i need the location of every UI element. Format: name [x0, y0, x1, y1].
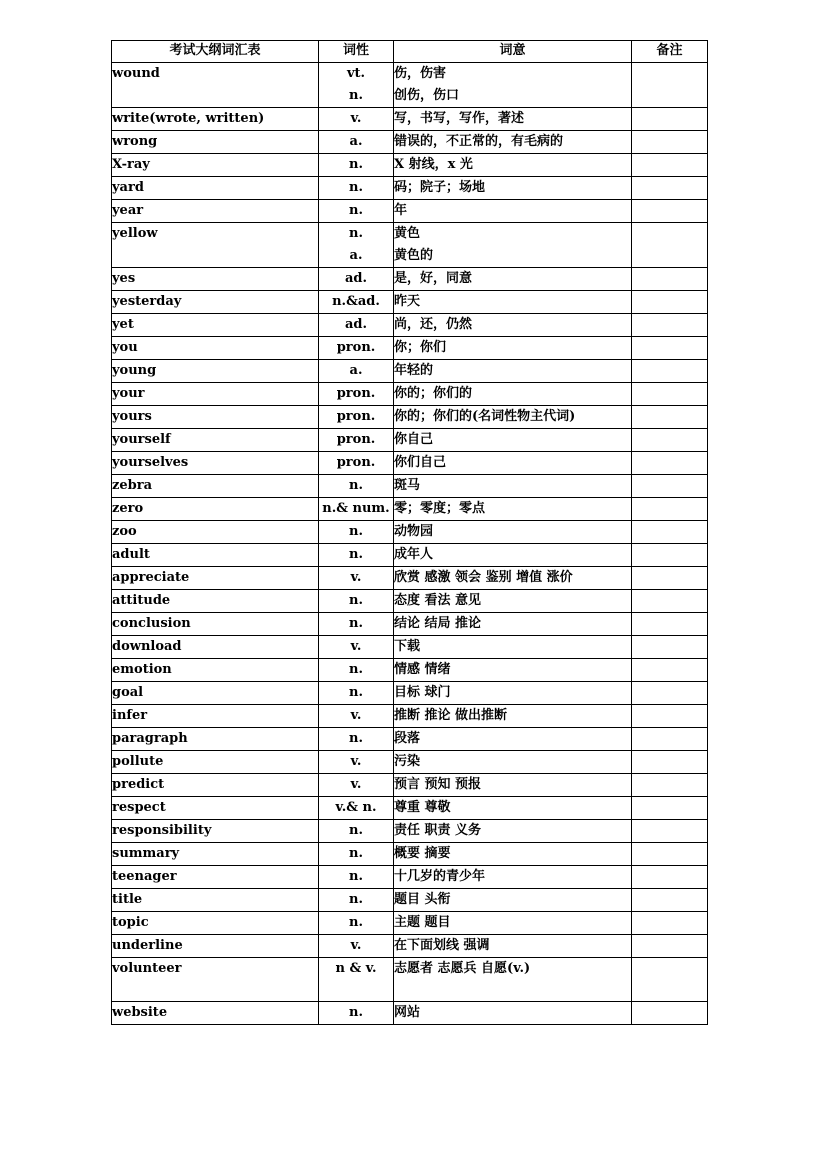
word-cell: conclusion — [112, 613, 319, 636]
table-row — [112, 590, 708, 613]
word-cell: X-ray — [112, 154, 319, 177]
header-part-of-speech: 词性 — [319, 41, 394, 63]
part-of-speech-text: n. — [349, 478, 363, 493]
meaning-text: 结论 结局 推论 — [394, 616, 482, 631]
part-of-speech-text: v.& n. — [335, 800, 377, 815]
part-of-speech-cell — [319, 475, 394, 498]
note-cell — [632, 154, 708, 177]
part-of-speech-text: n. — [349, 157, 363, 172]
note-cell — [632, 912, 708, 935]
table-row — [112, 521, 708, 544]
word-cell: zoo — [112, 521, 319, 544]
note-cell — [632, 705, 708, 728]
note-cell — [632, 774, 708, 797]
meaning-text: 斑马 — [394, 478, 421, 493]
table-row — [112, 452, 708, 475]
note-cell — [632, 383, 708, 406]
meaning-text: 错误的，不正常的，有毛病的 — [394, 134, 564, 149]
part-of-speech-cell — [319, 866, 394, 889]
table-row — [112, 567, 708, 590]
meaning-text: 志愿者 志愿兵 自愿(v.) — [394, 961, 531, 976]
word-cell: underline — [112, 935, 319, 958]
table-row — [112, 429, 708, 452]
note-cell — [632, 820, 708, 843]
note-cell — [632, 108, 708, 131]
word-cell: year — [112, 200, 319, 223]
table-row — [112, 1002, 708, 1025]
part-of-speech-text: n. — [349, 869, 363, 884]
meaning-cell — [394, 590, 632, 613]
word-cell: yellow — [112, 223, 319, 268]
meaning-cell — [394, 636, 632, 659]
meaning-cell — [394, 613, 632, 636]
part-of-speech-text: ad. — [344, 317, 368, 332]
note-cell — [632, 659, 708, 682]
meaning-cell — [394, 889, 632, 912]
meaning-cell — [394, 659, 632, 682]
table-row — [112, 360, 708, 383]
note-cell — [632, 843, 708, 866]
table-row — [112, 636, 708, 659]
meaning-text: 欣赏 感激 领会 鉴别 增值 涨价 — [394, 570, 573, 585]
meaning-cell — [394, 1002, 632, 1025]
note-cell — [632, 636, 708, 659]
part-of-speech-cell — [319, 154, 394, 177]
note-cell — [632, 958, 708, 1002]
meaning-text: 昨天 — [394, 294, 421, 309]
part-of-speech-cell — [319, 63, 394, 108]
word-cell: responsibility — [112, 820, 319, 843]
word-cell: yourselves — [112, 452, 319, 475]
meaning-text: 写，书写，写作，著述 — [394, 111, 525, 126]
note-cell — [632, 797, 708, 820]
table-row — [112, 200, 708, 223]
word-cell: pollute — [112, 751, 319, 774]
note-cell — [632, 200, 708, 223]
meaning-cell — [394, 567, 632, 590]
part-of-speech-text: pron. — [336, 455, 376, 470]
meaning-cell — [394, 935, 632, 958]
note-cell — [632, 291, 708, 314]
table-row — [112, 889, 708, 912]
note-cell — [632, 223, 708, 268]
part-of-speech-cell — [319, 268, 394, 291]
part-of-speech-text: v. — [350, 111, 362, 126]
meaning-text: 你的；你们的(名词性物主代词) — [394, 409, 576, 424]
meaning-text: 推断 推论 做出推断 — [394, 708, 508, 723]
table-row — [112, 475, 708, 498]
part-of-speech-text: ad. — [344, 271, 368, 286]
part-of-speech-text: v. — [350, 708, 362, 723]
part-of-speech-cell — [319, 131, 394, 154]
table-row — [112, 383, 708, 406]
word-cell: appreciate — [112, 567, 319, 590]
word-cell: write(wrote, written) — [112, 108, 319, 131]
note-cell — [632, 498, 708, 521]
meaning-text: 情感 情绪 — [394, 662, 451, 677]
part-of-speech-text: a. — [349, 363, 363, 378]
note-cell — [632, 613, 708, 636]
part-of-speech-text: v. — [350, 777, 362, 792]
table-header-row — [112, 41, 708, 63]
meaning-cell — [394, 200, 632, 223]
part-of-speech-text: v. — [350, 639, 362, 654]
meaning-cell — [394, 360, 632, 383]
meaning-text: 污染 — [394, 754, 421, 769]
table-row — [112, 154, 708, 177]
word-cell: title — [112, 889, 319, 912]
word-cell: download — [112, 636, 319, 659]
table-row — [112, 728, 708, 751]
word-cell: yours — [112, 406, 319, 429]
word-cell: emotion — [112, 659, 319, 682]
table-row — [112, 751, 708, 774]
word-cell: yesterday — [112, 291, 319, 314]
meaning-cell — [394, 223, 632, 268]
meaning-cell — [394, 728, 632, 751]
meaning-cell — [394, 154, 632, 177]
meaning-cell — [394, 774, 632, 797]
part-of-speech-text: n. — [349, 593, 363, 608]
word-cell: attitude — [112, 590, 319, 613]
part-of-speech-cell — [319, 521, 394, 544]
word-cell: wrong — [112, 131, 319, 154]
part-of-speech-cell — [319, 314, 394, 337]
meaning-cell — [394, 131, 632, 154]
note-cell — [632, 590, 708, 613]
vocabulary-table — [111, 40, 708, 1025]
note-cell — [632, 682, 708, 705]
note-cell — [632, 1002, 708, 1025]
meaning-text: 题目 头衔 — [394, 892, 451, 907]
table-row — [112, 63, 708, 108]
meaning-text: 你的；你们的 — [394, 386, 473, 401]
meaning-text: 主题 题目 — [394, 915, 451, 930]
note-cell — [632, 63, 708, 108]
word-cell: adult — [112, 544, 319, 567]
part-of-speech-cell — [319, 567, 394, 590]
meaning-text: 目标 球门 — [394, 685, 451, 700]
part-of-speech-text: pron. — [336, 386, 376, 401]
part-of-speech-text: a. — [349, 248, 363, 263]
part-of-speech-cell — [319, 774, 394, 797]
note-cell — [632, 452, 708, 475]
meaning-text: 在下面划线 强调 — [394, 938, 490, 953]
meaning-text: 年轻的 — [394, 363, 434, 378]
meaning-text: 黄色 — [394, 226, 421, 241]
part-of-speech-cell — [319, 728, 394, 751]
table-row — [112, 682, 708, 705]
table-row — [112, 843, 708, 866]
word-cell: paragraph — [112, 728, 319, 751]
part-of-speech-text: pron. — [336, 432, 376, 447]
meaning-text: X 射线，x 光 — [394, 157, 473, 172]
part-of-speech-cell — [319, 108, 394, 131]
table-row — [112, 337, 708, 360]
meaning-text: 年 — [394, 203, 408, 218]
word-cell: volunteer — [112, 958, 319, 1002]
table-row — [112, 797, 708, 820]
note-cell — [632, 728, 708, 751]
table-row — [112, 223, 708, 268]
header-meaning: 词意 — [394, 41, 632, 63]
meaning-text: 零；零度；零点 — [394, 501, 486, 516]
part-of-speech-text: v. — [350, 754, 362, 769]
note-cell — [632, 866, 708, 889]
table-row — [112, 498, 708, 521]
note-cell — [632, 177, 708, 200]
meaning-cell — [394, 866, 632, 889]
part-of-speech-cell — [319, 452, 394, 475]
note-cell — [632, 314, 708, 337]
meaning-text: 态度 看法 意见 — [394, 593, 482, 608]
table-row — [112, 544, 708, 567]
part-of-speech-text: vt. — [346, 66, 366, 81]
note-cell — [632, 521, 708, 544]
note-cell — [632, 268, 708, 291]
part-of-speech-text: n & v. — [335, 961, 377, 976]
part-of-speech-cell — [319, 682, 394, 705]
meaning-text: 你；你们 — [394, 340, 447, 355]
table-row — [112, 958, 708, 1002]
table-row — [112, 935, 708, 958]
part-of-speech-text: n. — [349, 524, 363, 539]
part-of-speech-cell — [319, 613, 394, 636]
note-cell — [632, 337, 708, 360]
part-of-speech-text: pron. — [336, 340, 376, 355]
table-row — [112, 177, 708, 200]
part-of-speech-cell — [319, 177, 394, 200]
word-cell: predict — [112, 774, 319, 797]
word-cell: goal — [112, 682, 319, 705]
part-of-speech-cell — [319, 429, 394, 452]
meaning-cell — [394, 958, 632, 1002]
part-of-speech-cell — [319, 751, 394, 774]
meaning-text: 尚，还，仍然 — [394, 317, 473, 332]
note-cell — [632, 935, 708, 958]
part-of-speech-text: n.&ad. — [332, 294, 380, 309]
part-of-speech-cell — [319, 291, 394, 314]
word-cell: yard — [112, 177, 319, 200]
meaning-text: 你自己 — [394, 432, 434, 447]
part-of-speech-cell — [319, 383, 394, 406]
meaning-cell — [394, 912, 632, 935]
table-row — [112, 866, 708, 889]
part-of-speech-text: n.& num. — [322, 501, 390, 516]
meaning-text: 创伤，伤口 — [394, 88, 460, 103]
part-of-speech-text: n. — [349, 662, 363, 677]
meaning-cell — [394, 843, 632, 866]
meaning-text: 成年人 — [394, 547, 434, 562]
part-of-speech-cell — [319, 889, 394, 912]
part-of-speech-cell — [319, 1002, 394, 1025]
part-of-speech-text: n. — [349, 685, 363, 700]
table-body — [112, 63, 708, 1025]
part-of-speech-cell — [319, 935, 394, 958]
meaning-cell — [394, 797, 632, 820]
meaning-text: 概要 摘要 — [394, 846, 451, 861]
meaning-cell — [394, 429, 632, 452]
meaning-cell — [394, 475, 632, 498]
meaning-cell — [394, 314, 632, 337]
word-cell: website — [112, 1002, 319, 1025]
note-cell — [632, 567, 708, 590]
table-row — [112, 406, 708, 429]
word-cell: topic — [112, 912, 319, 935]
meaning-cell — [394, 177, 632, 200]
part-of-speech-cell — [319, 337, 394, 360]
part-of-speech-cell — [319, 820, 394, 843]
meaning-text: 责任 职责 义务 — [394, 823, 482, 838]
part-of-speech-cell — [319, 797, 394, 820]
meaning-cell — [394, 682, 632, 705]
word-cell: yourself — [112, 429, 319, 452]
word-cell: summary — [112, 843, 319, 866]
table-row — [112, 108, 708, 131]
meaning-cell — [394, 268, 632, 291]
meaning-text: 伤，伤害 — [394, 66, 447, 81]
part-of-speech-cell — [319, 636, 394, 659]
part-of-speech-text: v. — [350, 570, 362, 585]
part-of-speech-text: v. — [350, 938, 362, 953]
part-of-speech-text: n. — [349, 180, 363, 195]
note-cell — [632, 475, 708, 498]
meaning-cell — [394, 108, 632, 131]
table-row — [112, 659, 708, 682]
table-row — [112, 820, 708, 843]
meaning-text: 下载 — [394, 639, 421, 654]
meaning-cell — [394, 820, 632, 843]
part-of-speech-text: n. — [349, 547, 363, 562]
note-cell — [632, 360, 708, 383]
meaning-text: 码；院子；场地 — [394, 180, 486, 195]
meaning-cell — [394, 751, 632, 774]
header-word: 考试大纲词汇表 — [112, 41, 319, 63]
part-of-speech-cell — [319, 958, 394, 1002]
part-of-speech-text: n. — [349, 915, 363, 930]
table-row — [112, 314, 708, 337]
word-cell: your — [112, 383, 319, 406]
meaning-cell — [394, 291, 632, 314]
note-cell — [632, 544, 708, 567]
meaning-text: 你们自己 — [394, 455, 447, 470]
part-of-speech-text: n. — [349, 616, 363, 631]
note-cell — [632, 429, 708, 452]
part-of-speech-cell — [319, 200, 394, 223]
table-row — [112, 774, 708, 797]
word-cell: young — [112, 360, 319, 383]
meaning-cell — [394, 521, 632, 544]
table-row — [112, 613, 708, 636]
part-of-speech-cell — [319, 659, 394, 682]
part-of-speech-cell — [319, 544, 394, 567]
part-of-speech-cell — [319, 912, 394, 935]
note-cell — [632, 131, 708, 154]
part-of-speech-cell — [319, 406, 394, 429]
meaning-cell — [394, 544, 632, 567]
meaning-text: 黄色的 — [394, 248, 434, 263]
table-row — [112, 268, 708, 291]
meaning-cell — [394, 383, 632, 406]
meaning-text: 预言 预知 预报 — [394, 777, 482, 792]
part-of-speech-text: n. — [349, 203, 363, 218]
meaning-cell — [394, 406, 632, 429]
part-of-speech-cell — [319, 705, 394, 728]
meaning-text: 尊重 尊敬 — [394, 800, 451, 815]
table-row — [112, 131, 708, 154]
word-cell: infer — [112, 705, 319, 728]
note-cell — [632, 889, 708, 912]
part-of-speech-cell — [319, 360, 394, 383]
table-row — [112, 912, 708, 935]
part-of-speech-text: n. — [349, 731, 363, 746]
note-cell — [632, 406, 708, 429]
meaning-text: 动物园 — [394, 524, 434, 539]
meaning-cell — [394, 63, 632, 108]
part-of-speech-text: n. — [349, 823, 363, 838]
meaning-text: 段落 — [394, 731, 421, 746]
meaning-text: 十几岁的青少年 — [394, 869, 486, 884]
part-of-speech-text: n. — [349, 846, 363, 861]
part-of-speech-cell — [319, 498, 394, 521]
part-of-speech-text: pron. — [336, 409, 376, 424]
part-of-speech-cell — [319, 590, 394, 613]
table-row — [112, 705, 708, 728]
note-cell — [632, 751, 708, 774]
part-of-speech-cell — [319, 223, 394, 268]
word-cell: zero — [112, 498, 319, 521]
table-row — [112, 291, 708, 314]
meaning-cell — [394, 337, 632, 360]
word-cell: respect — [112, 797, 319, 820]
word-cell: yet — [112, 314, 319, 337]
word-cell: wound — [112, 63, 319, 108]
meaning-cell — [394, 452, 632, 475]
word-cell: you — [112, 337, 319, 360]
meaning-cell — [394, 498, 632, 521]
part-of-speech-text: n. — [349, 892, 363, 907]
meaning-text: 网站 — [394, 1005, 421, 1020]
meaning-text: 是，好，同意 — [394, 271, 473, 286]
word-cell: zebra — [112, 475, 319, 498]
word-cell: yes — [112, 268, 319, 291]
word-cell: teenager — [112, 866, 319, 889]
part-of-speech-text: n. — [349, 1005, 363, 1020]
part-of-speech-cell — [319, 843, 394, 866]
part-of-speech-text: a. — [349, 134, 363, 149]
part-of-speech-text: n. — [349, 88, 363, 103]
header-note: 备注 — [632, 41, 708, 63]
part-of-speech-text: n. — [349, 226, 363, 241]
meaning-cell — [394, 705, 632, 728]
